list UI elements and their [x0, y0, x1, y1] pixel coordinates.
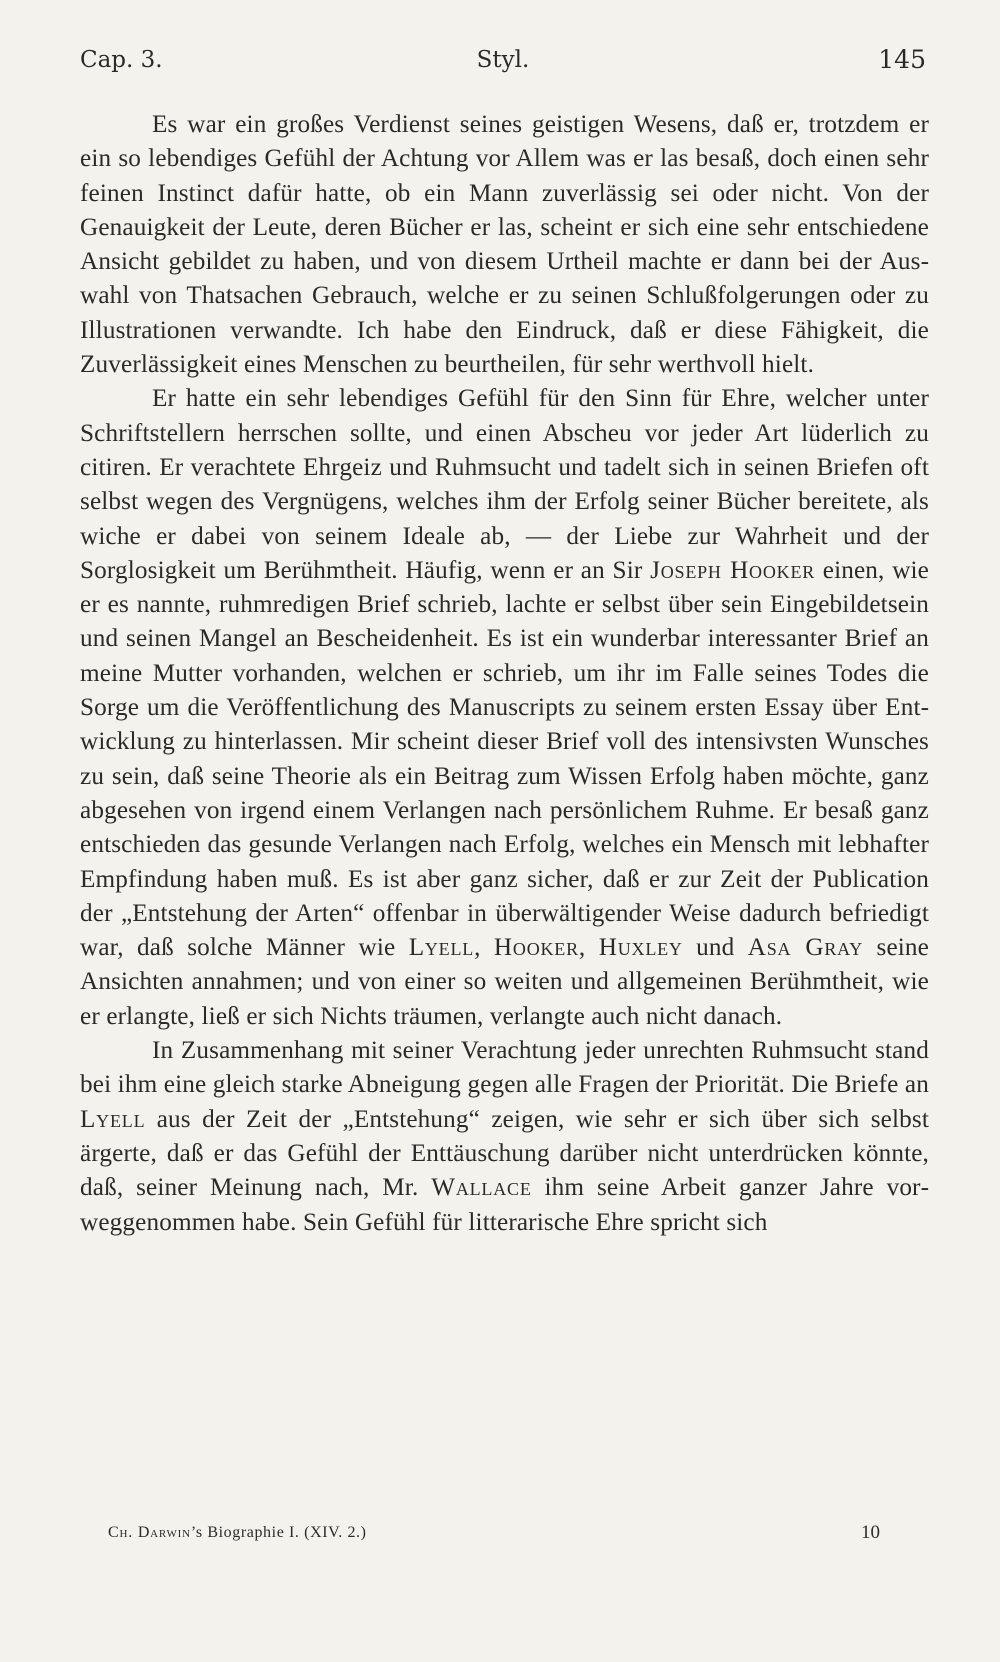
text-run: seine Ansichten annahmen; und von einer so weiten und allgemeinen Berühmtheit, wie er erlangte, ließ er sich Nichts träumen, verlangte auch nicht danach. — [80, 934, 929, 1030]
person-name-lyell: Lyell — [80, 1105, 146, 1133]
text-run: , — [474, 934, 494, 962]
person-name-asa-gray: Asa Gray — [747, 934, 864, 962]
paragraph-2 — [80, 382, 929, 1034]
book-title: ’s Biographie I. (XIV. 2.) — [190, 1524, 367, 1541]
paragraph-3 — [80, 1034, 929, 1240]
text-run: aus der Zeit der „Entstehung“ zeigen, wie sehr er sich über sich selbst ärgerte, daß er das Gefühl der Enttäuschung darüber nicht unterdrücken könnte, daß, seiner Meinung nach, Mr. — [80, 1105, 929, 1202]
text-run: ihm seine Arbeit ganzer Jahre vorweggenommen habe. Sein Gefühl für litterarische Ehre spricht sich — [80, 1174, 929, 1236]
person-name-wallace: Wallace — [431, 1174, 532, 1202]
person-name-hooker: Hooker — [493, 934, 579, 962]
book-signature — [108, 1519, 367, 1547]
text-run: Es war ein großes Verdienst seines geistigen Wesens, daß er, trotzdem er ein so lebendiges Gefühl der Achtung vor Allem was er las besaß, doch einen sehr feinen Instinct dafür hatte, ob ein Mann zuverlässig sei oder nicht. Von der Genauigkeit der Leute, deren Bücher er las, scheint er sich eine sehr entschiedene Ansicht gebildet zu haben, und von diesem Urtheil machte er dann bei der Auswahl von Thatsachen Gebrauch, welche er zu seinen Schlußfolgerungen oder zu Illustrationen verwandte. Ich habe den Eindruck, daß er diese Fähigkeit, die Zuverlässigkeit eines Menschen zu beurtheilen, für sehr werthvoll hielt. — [80, 111, 929, 379]
section-title: Styl. — [476, 47, 530, 73]
sheet-signature: 10 — [861, 1522, 880, 1543]
paragraph-1 — [80, 108, 929, 382]
chapter-label: Cap. 3. — [80, 47, 163, 73]
page-number: 145 — [878, 45, 926, 74]
author-name: Ch. Darwin — [108, 1524, 191, 1541]
text-run: und — [682, 934, 748, 962]
text-run: , — [578, 934, 599, 962]
person-name-lyell: Lyell — [408, 934, 475, 962]
running-head — [80, 42, 926, 78]
text-run: In Zusammenhang mit seiner Verachtung jeder unrechten Ruhmsucht stand bei ihm eine gleich starke Abneigung gegen alle Fragen der Priorität. Die Briefe an — [80, 1037, 929, 1099]
text-run: einen, wie er es nannte, ruhmredigen Brief schrieb, lachte er selbst über sein Eingebildetsein und seinen Mangel an Bescheidenheit. Es ist ein wunderbar interessanter Brief an meine Mutter vorhanden, welchen er schrieb, um ihr im Falle seines Todes die Sorge um die Veröffentlichung des Manuscripts zu seinem ersten Essay über Entwicklung zu hinterlassen. Mir scheint dieser Brief voll des intensivsten Wunsches zu sein, daß seine Theorie als ein Beitrag zum Wissen Erfolg haben möchte, ganz abgesehen von irgend einem Verlangen nach persönlichem Ruhme. Er besaß ganz entschieden das gesunde Verlangen nach Erfolg, welches ein Mensch mit lebhafter Empfindung haben muß. Es ist aber ganz sicher, daß er zur Zeit der Publication der „Entstehung der Arten“ offenbar in überwältigender Weise dadurch befriedigt war, daß solche Männer wie — [80, 556, 930, 962]
text-run: Er hatte ein sehr lebendiges Gefühl für den Sinn für Ehre, welcher unter Schriftstellern herrschen sollte, und einen Abscheu vor jeder Art lüderlich zu citiren. Er verachtete Ehrgeiz und Ruhmsucht und tadelt sich in seinen Briefen oft selbst wegen des Vergnügens, welches ihm der Erfolg seiner Bücher bereitete, als wiche er dabei von seinem Ideale ab, — der Liebe zur Wahrheit und der Sorglosigkeit um Berühmtheit. Häufig, wenn er an Sir — [80, 385, 929, 584]
person-name-huxley: Huxley — [598, 934, 683, 962]
body-text — [80, 108, 929, 1240]
signature-line — [108, 1519, 880, 1547]
person-name-hooker: Joseph Hooker — [650, 556, 816, 584]
